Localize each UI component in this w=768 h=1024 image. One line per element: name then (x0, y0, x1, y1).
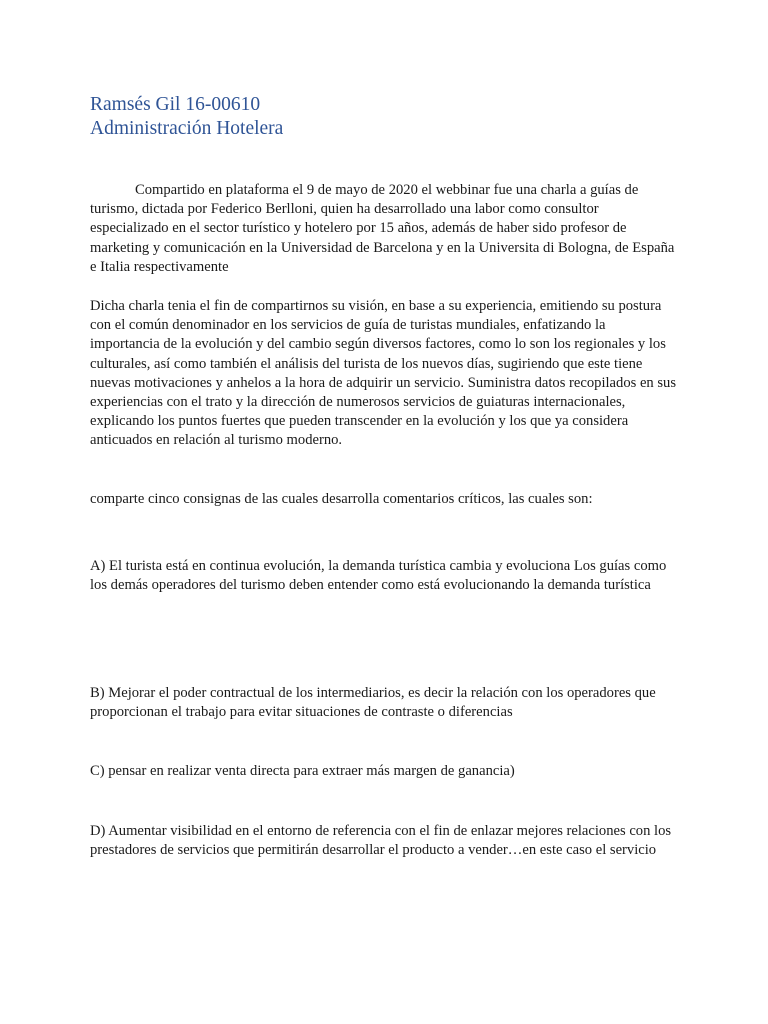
list-item-b: B) Mejorar el poder contractual de los intermediarios, es decir la relación con los operadores que proporcionan el trabajo para evitar situaciones de contraste o diferencias (90, 685, 656, 721)
intro-paragraph: Compartido en plataforma el 9 de mayo de 2020 el webbinar fue una charla a guías de turismo, dictada por Federico Berlloni, quien ha desarrollado una labor como consultor especializado en el sector turístico y hotelero por 15 años, además de haber sido profesor de marketing y comunicación en la Universidad de Barcelona y en la Universita di Bologna, de España e Italia respectivamente (90, 182, 675, 275)
list-item-c: C) pensar en realizar venta directa para extraer más margen de ganancia) (90, 763, 515, 779)
list-item-a: A) El turista está en continua evolución, la demanda turística cambia y evoluciona Los guías como los demás operadores del turismo deben entender como está evolucionando la demanda turística (90, 558, 667, 594)
summary-paragraph: Dicha charla tenia el fin de compartirnos su visión, en base a su experiencia, emitiendo su postura con el común denominador en los servicios de guía de turistas mundiales, enfatizando la importancia de la evolución y del cambio según diversos factores, como lo son los regionales y los culturales, así como también el análisis del turista de los nuevos días, sugiriendo que este tiene nuevas motivaciones y anhelos a la hora de adquirir un servicio. Suministra datos recopilados en sus experiencias con el trato y la dirección de numerosos servicios de guiaturas internacionales, explicando los puntos fuertes que pueden transcender en la evolución y los que ya considera anticuados en relación al turismo moderno. (90, 298, 677, 449)
author-line: Ramsés Gil 16-00610 (90, 94, 261, 115)
document-heading (90, 93, 283, 141)
course-line: Administración Hotelera (90, 118, 284, 139)
list-item-d: D) Aumentar visibilidad en el entorno de referencia con el fin de enlazar mejores relaciones con los prestadores de servicios que permitirán desarrollar el producto a vender…en este caso el servicio (90, 823, 672, 859)
consignas-intro-paragraph: comparte cinco consignas de las cuales desarrolla comentarios críticos, las cuales son: (90, 491, 593, 507)
